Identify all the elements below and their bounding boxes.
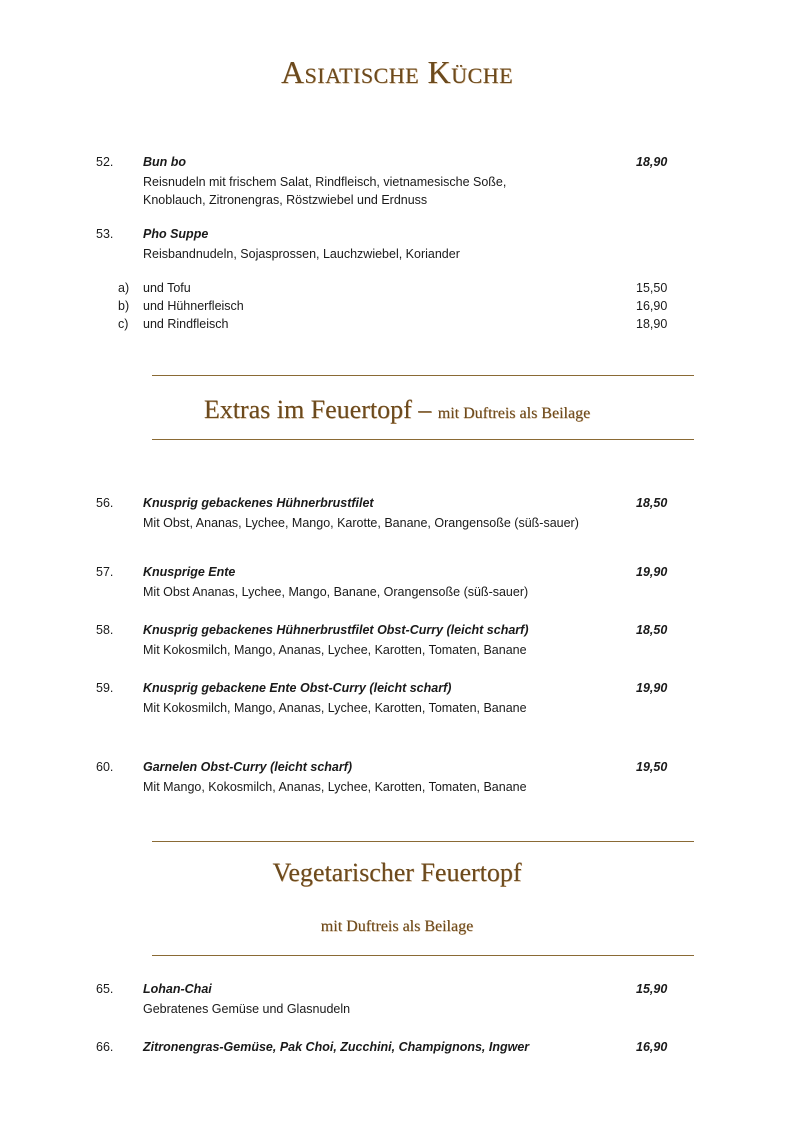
item-price: 19,90: [636, 565, 668, 579]
item-description-line: Mit Obst, Ananas, Lychee, Mango, Karotte, Banane, Orangensoße (süß-sauer): [143, 516, 579, 530]
option-letter: c): [118, 317, 129, 331]
item-description-line: Knoblauch, Zitronengras, Röstzwiebel und Erdnuss: [143, 193, 428, 207]
option-letter: a): [118, 281, 130, 295]
section-divider: [152, 375, 694, 376]
item-price: 16,90: [636, 1040, 668, 1054]
item-price: 18,90: [636, 155, 668, 169]
section-subtitle: mit Duftreis als Beilage: [437, 405, 591, 422]
item-name: Bun bo: [143, 155, 187, 169]
item-name: Garnelen Obst-Curry (leicht scharf): [143, 760, 353, 774]
item-number: 52.: [96, 155, 114, 169]
item-description-line: Gebratenes Gemüse und Glasnudeln: [143, 1002, 351, 1016]
item-description-line: Mit Obst Ananas, Lychee, Mango, Banane, Orangensoße (süß-sauer): [143, 585, 529, 599]
section-title: Vegetarischer Feuertopf: [272, 858, 522, 887]
page-title: Asiatische Küche: [280, 54, 514, 90]
item-description: [143, 245, 460, 263]
item-number: 58.: [96, 623, 114, 637]
item-description: [143, 778, 527, 796]
option-label: und Rindfleisch: [143, 317, 229, 331]
item-description-line: Reisnudeln mit frischem Salat, Rindfleisch, vietnamesische Soße,: [143, 175, 507, 189]
item-number: 56.: [96, 496, 114, 510]
item-description: [143, 583, 528, 601]
item-price: 19,50: [636, 760, 668, 774]
item-number: 65.: [96, 982, 114, 996]
item-number: 59.: [96, 681, 114, 695]
section-subheading-veg: [0, 918, 794, 936]
section-title: Extras im Feuertopf: [203, 395, 412, 424]
section-title-dash: –: [411, 395, 438, 424]
section-divider: [152, 439, 694, 440]
item-description-line: Mit Kokosmilch, Mango, Ananas, Lychee, Karotten, Tomaten, Banane: [143, 643, 527, 657]
option-price: 18,90: [636, 317, 668, 331]
item-description-line: Mit Mango, Kokosmilch, Ananas, Lychee, Karotten, Tomaten, Banane: [143, 780, 527, 794]
item-price: 19,90: [636, 681, 668, 695]
option-price: 16,90: [636, 299, 668, 313]
option-label: und Hühnerfleisch: [143, 299, 244, 313]
option-label: und Tofu: [143, 281, 191, 295]
item-price: 15,90: [636, 982, 668, 996]
item-number: 60.: [96, 760, 114, 774]
item-description: [143, 641, 527, 659]
item-name: Knusprig gebackene Ente Obst-Curry (leicht scharf): [143, 681, 452, 695]
item-description: [143, 1000, 350, 1018]
item-name: Pho Suppe: [143, 227, 209, 241]
item-description: [143, 173, 506, 209]
item-description: [143, 699, 527, 717]
item-name: Knusprig gebackenes Hühnerbrustfilet: [143, 496, 374, 510]
option-letter: b): [118, 299, 130, 313]
item-price: 18,50: [636, 623, 668, 637]
item-name: Lohan-Chai: [143, 982, 212, 996]
item-description-line: Reisbandnudeln, Sojasprossen, Lauchzwiebel, Koriander: [143, 247, 460, 261]
item-description-line: Mit Kokosmilch, Mango, Ananas, Lychee, Karotten, Tomaten, Banane: [143, 701, 527, 715]
item-name: Knusprig gebackenes Hühnerbrustfilet Obst-Curry (leicht scharf): [143, 623, 529, 637]
section-subtitle: mit Duftreis als Beilage: [320, 918, 474, 935]
section-heading-extras: [0, 395, 794, 425]
item-description: [143, 514, 579, 532]
item-number: 57.: [96, 565, 114, 579]
section-heading-veg: [0, 858, 794, 888]
item-number: 53.: [96, 227, 114, 241]
section-divider: [152, 841, 694, 842]
section-divider: [152, 955, 694, 956]
item-name: Knusprige Ente: [143, 565, 236, 579]
option-price: 15,50: [636, 281, 668, 295]
item-number: 66.: [96, 1040, 114, 1054]
item-price: 18,50: [636, 496, 668, 510]
item-name: Zitronengras-Gemüse, Pak Choi, Zucchini, Champignons, Ingwer: [143, 1040, 530, 1054]
